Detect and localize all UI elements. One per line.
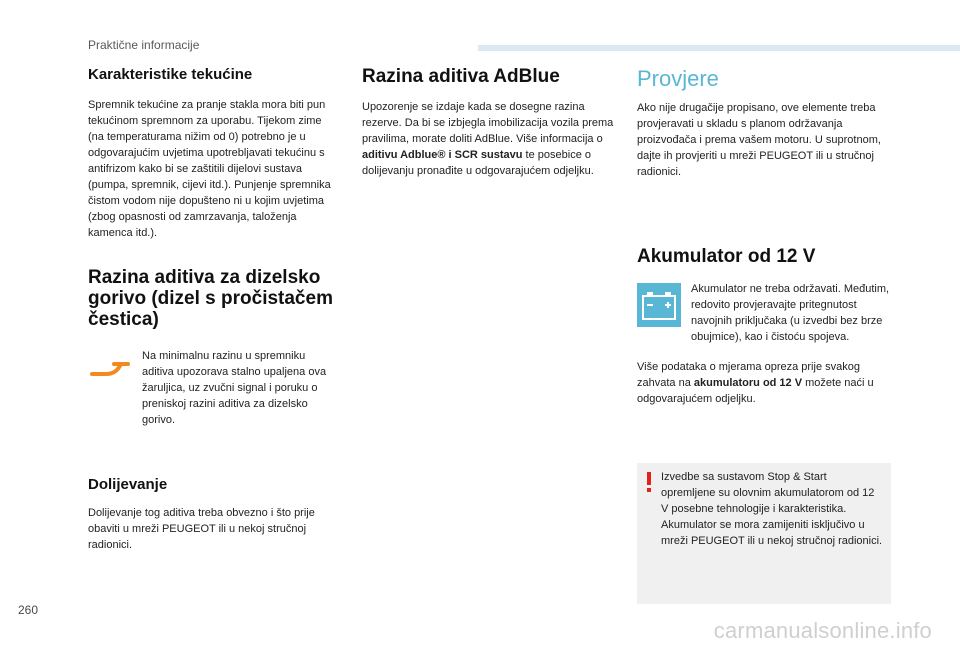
- heading-adblue: Razina aditiva AdBlue: [362, 66, 560, 87]
- additive-warning-icon: [88, 348, 142, 383]
- adblue-text-2: te posebice o dolijevanju pronađite u odgovarajućem odjeljku.: [362, 149, 594, 177]
- heading-checks: Provjere: [637, 66, 719, 91]
- page-number: 260: [18, 603, 39, 617]
- paragraph-battery: Akumulator ne treba održavati. Međutim, redovito provjeravajte pritegnutost navojnih priključaka (u izvedbi bez brze obujmice), kao i čistoću spojeva.: [691, 283, 890, 343]
- paragraph-checks: Ako nije drugačije propisano, ove elemente treba provjeravati u skladu s planom održavanja proizvođača i prema vašem motoru. U suprotnom, dajte ih provjeriti u mreži PEUGEOT ili u stručnoj radionici.: [637, 102, 881, 178]
- paragraph-fluid: Spremnik tekućine za pranje stakla mora biti pun tekućinom spremnom za uporabu. Tijekom zime (na temperaturama nižim od 0) potrebno je u odgovarajućim uvjetima upotrebljavati tekućinu s antifrizom kako bi se zaštitili dijelovi sustava (pumpa, spremnik, cijevi itd.). Punjenje spremnika čistom vodom nije dopušteno ni u kojim uvjetima (zbog opasnosti od zamrzavanja, taloženja kamenca itd.).: [88, 99, 331, 239]
- watermark: carmanualsonline.info: [713, 618, 932, 643]
- column-middle: [362, 66, 620, 179]
- battery-more-text-2: možete naći u odgovarajućem odjeljku.: [637, 377, 874, 405]
- adblue-text-1: Upozorenje se izdaje kada se dosegne razina rezerve. Da bi se izbjegla imobilizacija vozila prema pravilima, morate doliti AdBlue. Više informacija o: [362, 101, 614, 145]
- battery-row: [637, 281, 895, 345]
- warning-box: [637, 463, 891, 604]
- heading-battery: Akumulator od 12 V: [637, 246, 816, 267]
- adblue-text-bold: aditivu Adblue® i SCR sustavu: [362, 149, 523, 161]
- battery-more-text-bold: akumulatoru od 12 V: [693, 377, 803, 389]
- heading-refill: Dolijevanje: [88, 476, 168, 493]
- battery-icon: [637, 281, 691, 332]
- heading-fluid-characteristics: Karakteristike tekućine: [88, 66, 253, 83]
- column-left: [88, 66, 340, 553]
- paragraph-warning: Izvedbe sa sustavom Stop & Start opremljene su olovnim akumulatorom od 12 V posebne tehnologije i karakteristika. Akumulator se mora zamijeniti isključivo u mreži PEUGEOT ili u nekoj stručnoj radionici.: [661, 471, 883, 547]
- section-header: Praktične informacije: [88, 38, 200, 52]
- battery-more-text-1: Više podataka o mjerama opreza prije svakog zahvata na: [637, 361, 860, 389]
- exclamation-icon: [646, 472, 652, 492]
- header-bar: [478, 45, 960, 51]
- heading-diesel-additive: Razina aditiva za dizelsko gorivo (dizel s pročistačem čestica): [88, 267, 333, 330]
- paragraph-diesel: Na minimalnu razinu u spremniku aditiva upozorava stalno upaljena ova žaruljica, uz zvučni signal i poruku o preniskoj razini aditiva za dizelsko gorivo.: [142, 350, 327, 426]
- paragraph-refill: Dolijevanje tog aditiva treba obvezno i što prije obaviti u mreži PEUGEOT ili u nekoj stručnoj radionici.: [88, 507, 315, 551]
- column-right: [637, 66, 895, 407]
- paragraph-adblue: [362, 99, 620, 179]
- diesel-warning-row: [88, 348, 340, 428]
- paragraph-battery-more: [637, 359, 895, 407]
